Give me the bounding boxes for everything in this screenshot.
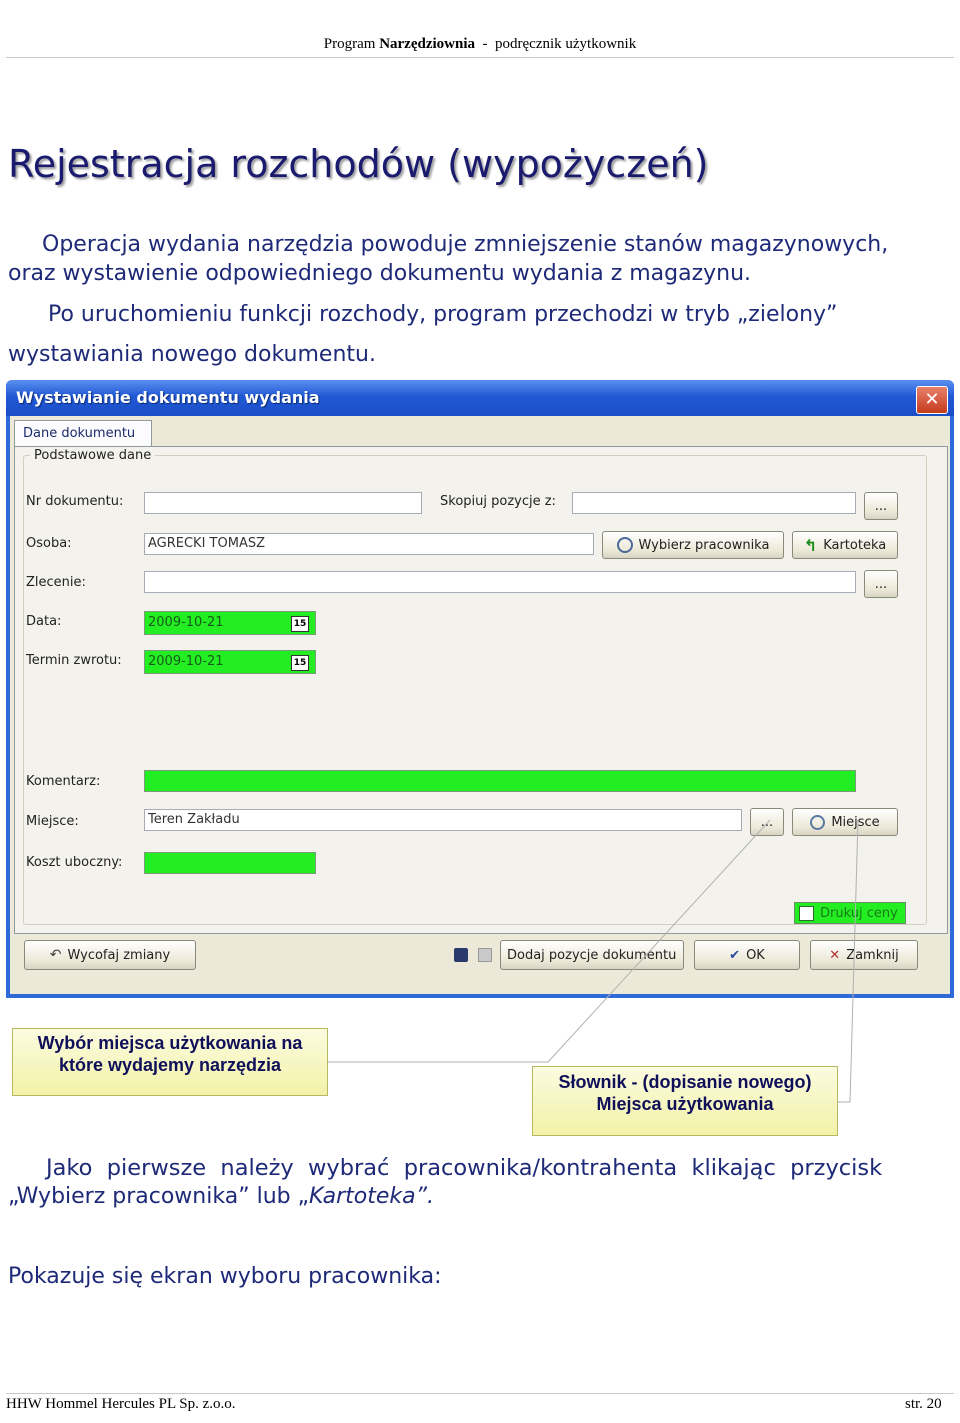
group-label: Podstawowe dane xyxy=(30,448,155,463)
body-text-a: „Wybierz pracownika” lub „ xyxy=(8,1184,309,1209)
callout-right-line-2: Miejsca użytkowania xyxy=(596,1094,774,1114)
skopiuj-pozycje-label: Skopiuj pozycje z: xyxy=(440,494,556,509)
callout-wybor-miejsca xyxy=(12,1028,328,1096)
ok-label: OK xyxy=(746,947,765,963)
callout-left-line-2: które wydajemy narzędzia xyxy=(58,1055,282,1075)
document-window xyxy=(6,380,954,998)
nr-dokumentu-label: Nr dokumentu: xyxy=(26,494,124,509)
tab-label: Dane dokumentu xyxy=(23,426,136,441)
intro-line-3: Po uruchomieniu funkcji rozchody, program przechodzi w tryb „zielony” xyxy=(48,302,838,327)
nr-dokumentu-input[interactable] xyxy=(144,492,422,514)
komentarz-input[interactable] xyxy=(144,770,856,792)
data-date-input[interactable] xyxy=(144,611,316,635)
calendar-icon[interactable]: 15 xyxy=(291,616,309,632)
miejsce-input[interactable]: Teren Zakładu xyxy=(144,809,742,831)
miejsce-button[interactable] xyxy=(792,808,898,836)
zlecenie-browse-button[interactable]: ... xyxy=(864,570,898,598)
tab-panel xyxy=(14,446,948,934)
calendar-icon[interactable]: 15 xyxy=(291,655,309,671)
dodaj-pozycje-label: Dodaj pozycje dokumentu xyxy=(507,947,677,963)
ok-button[interactable] xyxy=(694,940,800,970)
osoba-input[interactable]: AGRECKI TOMASZ xyxy=(144,533,594,555)
osoba-label: Osoba: xyxy=(26,536,72,551)
magnifier-icon xyxy=(810,815,825,830)
body-paragraph-1-line-2 xyxy=(8,1184,434,1209)
header-divider xyxy=(6,57,954,58)
bottom-toolbar xyxy=(14,940,946,990)
page-title: Rejestracja rozchodów (wypożyczeń) xyxy=(8,142,709,186)
wybierz-pracownika-button[interactable] xyxy=(602,531,784,559)
body-paragraph-1-line-1: Jako pierwsze należy wybrać pracownika/kontrahenta klikając przycisk xyxy=(46,1155,883,1181)
callout-right-line-1: Słownik - (dopisanie nowego) xyxy=(558,1072,812,1092)
kartoteka-label: Kartoteka xyxy=(823,537,887,553)
arrow-back-icon: ↰ xyxy=(803,535,818,555)
termin-zwrotu-date-input[interactable] xyxy=(144,650,316,674)
close-x-icon: ✕ xyxy=(829,947,841,963)
header-program-name: Narzędziownia xyxy=(379,36,476,52)
header-suffix: - podręcznik użytkownik xyxy=(475,36,637,52)
koszt-uboczny-label: Koszt uboczny: xyxy=(26,855,123,870)
kartoteka-button[interactable] xyxy=(792,531,898,559)
undo-icon: ↶ xyxy=(49,947,62,963)
window-client xyxy=(10,416,950,994)
koszt-uboczny-input[interactable] xyxy=(144,852,316,874)
page-header xyxy=(0,36,960,53)
footer-company: HHW Hommel Hercules PL Sp. z.o.o. xyxy=(6,1396,236,1412)
drukuj-ceny-label: Drukuj ceny xyxy=(820,905,898,921)
wycofaj-zmiany-button[interactable] xyxy=(24,940,196,970)
skopiuj-browse-button[interactable]: ... xyxy=(864,492,898,520)
drukuj-ceny-checkbox[interactable] xyxy=(794,902,906,924)
group-podstawowe-dane xyxy=(23,448,927,925)
zlecenie-input[interactable] xyxy=(144,571,856,593)
save-disabled-icon xyxy=(478,948,492,962)
miejsce-dictionary-button[interactable]: ... xyxy=(750,808,784,836)
header-prefix: Program xyxy=(323,36,380,52)
checkbox-box[interactable] xyxy=(799,906,814,921)
data-label: Data: xyxy=(26,614,62,629)
search-icon xyxy=(617,537,633,553)
data-date-value: 2009-10-21 xyxy=(148,615,224,630)
callout-slownik xyxy=(532,1066,838,1136)
wybierz-pracownika-label: Wybierz pracownika xyxy=(638,537,770,553)
termin-zwrotu-label: Termin zwrotu: xyxy=(26,653,122,668)
footer-divider xyxy=(6,1393,954,1394)
window-titlebar[interactable] xyxy=(6,380,954,416)
intro-line-4: wystawiania nowego dokumentu. xyxy=(8,342,376,367)
tab-dane-dokumentu[interactable] xyxy=(14,420,152,447)
check-icon: ✔ xyxy=(729,947,741,963)
intro-line-2: oraz wystawienie odpowiedniego dokumentu wydania z magazynu. xyxy=(8,261,752,286)
intro-line-1: Operacja wydania narzędzia powoduje zmniejszenie stanów magazynowych, xyxy=(42,232,889,257)
save-icon[interactable] xyxy=(454,948,468,962)
zamknij-label: Zamknij xyxy=(846,947,899,963)
body-text-kartoteka: Kartoteka”. xyxy=(309,1184,435,1209)
dodaj-pozycje-button[interactable] xyxy=(500,940,684,970)
close-icon[interactable]: ✕ xyxy=(916,386,948,414)
wycofaj-label: Wycofaj zmiany xyxy=(67,947,171,963)
skopiuj-pozycje-input[interactable] xyxy=(572,492,856,514)
zlecenie-label: Zlecenie: xyxy=(26,575,86,590)
footer-page-number: str. 20 xyxy=(905,1396,942,1412)
miejsce-button-label: Miejsce xyxy=(831,814,880,830)
zamknij-button[interactable] xyxy=(810,940,918,970)
body-paragraph-2: Pokazuje się ekran wyboru pracownika: xyxy=(8,1264,442,1289)
miejsce-label: Miejsce: xyxy=(26,814,79,829)
komentarz-label: Komentarz: xyxy=(26,774,101,789)
window-title: Wystawianie dokumentu wydania xyxy=(16,388,320,407)
callout-left-line-1: Wybór miejsca użytkowania na xyxy=(37,1033,303,1053)
termin-zwrotu-value: 2009-10-21 xyxy=(148,654,224,669)
